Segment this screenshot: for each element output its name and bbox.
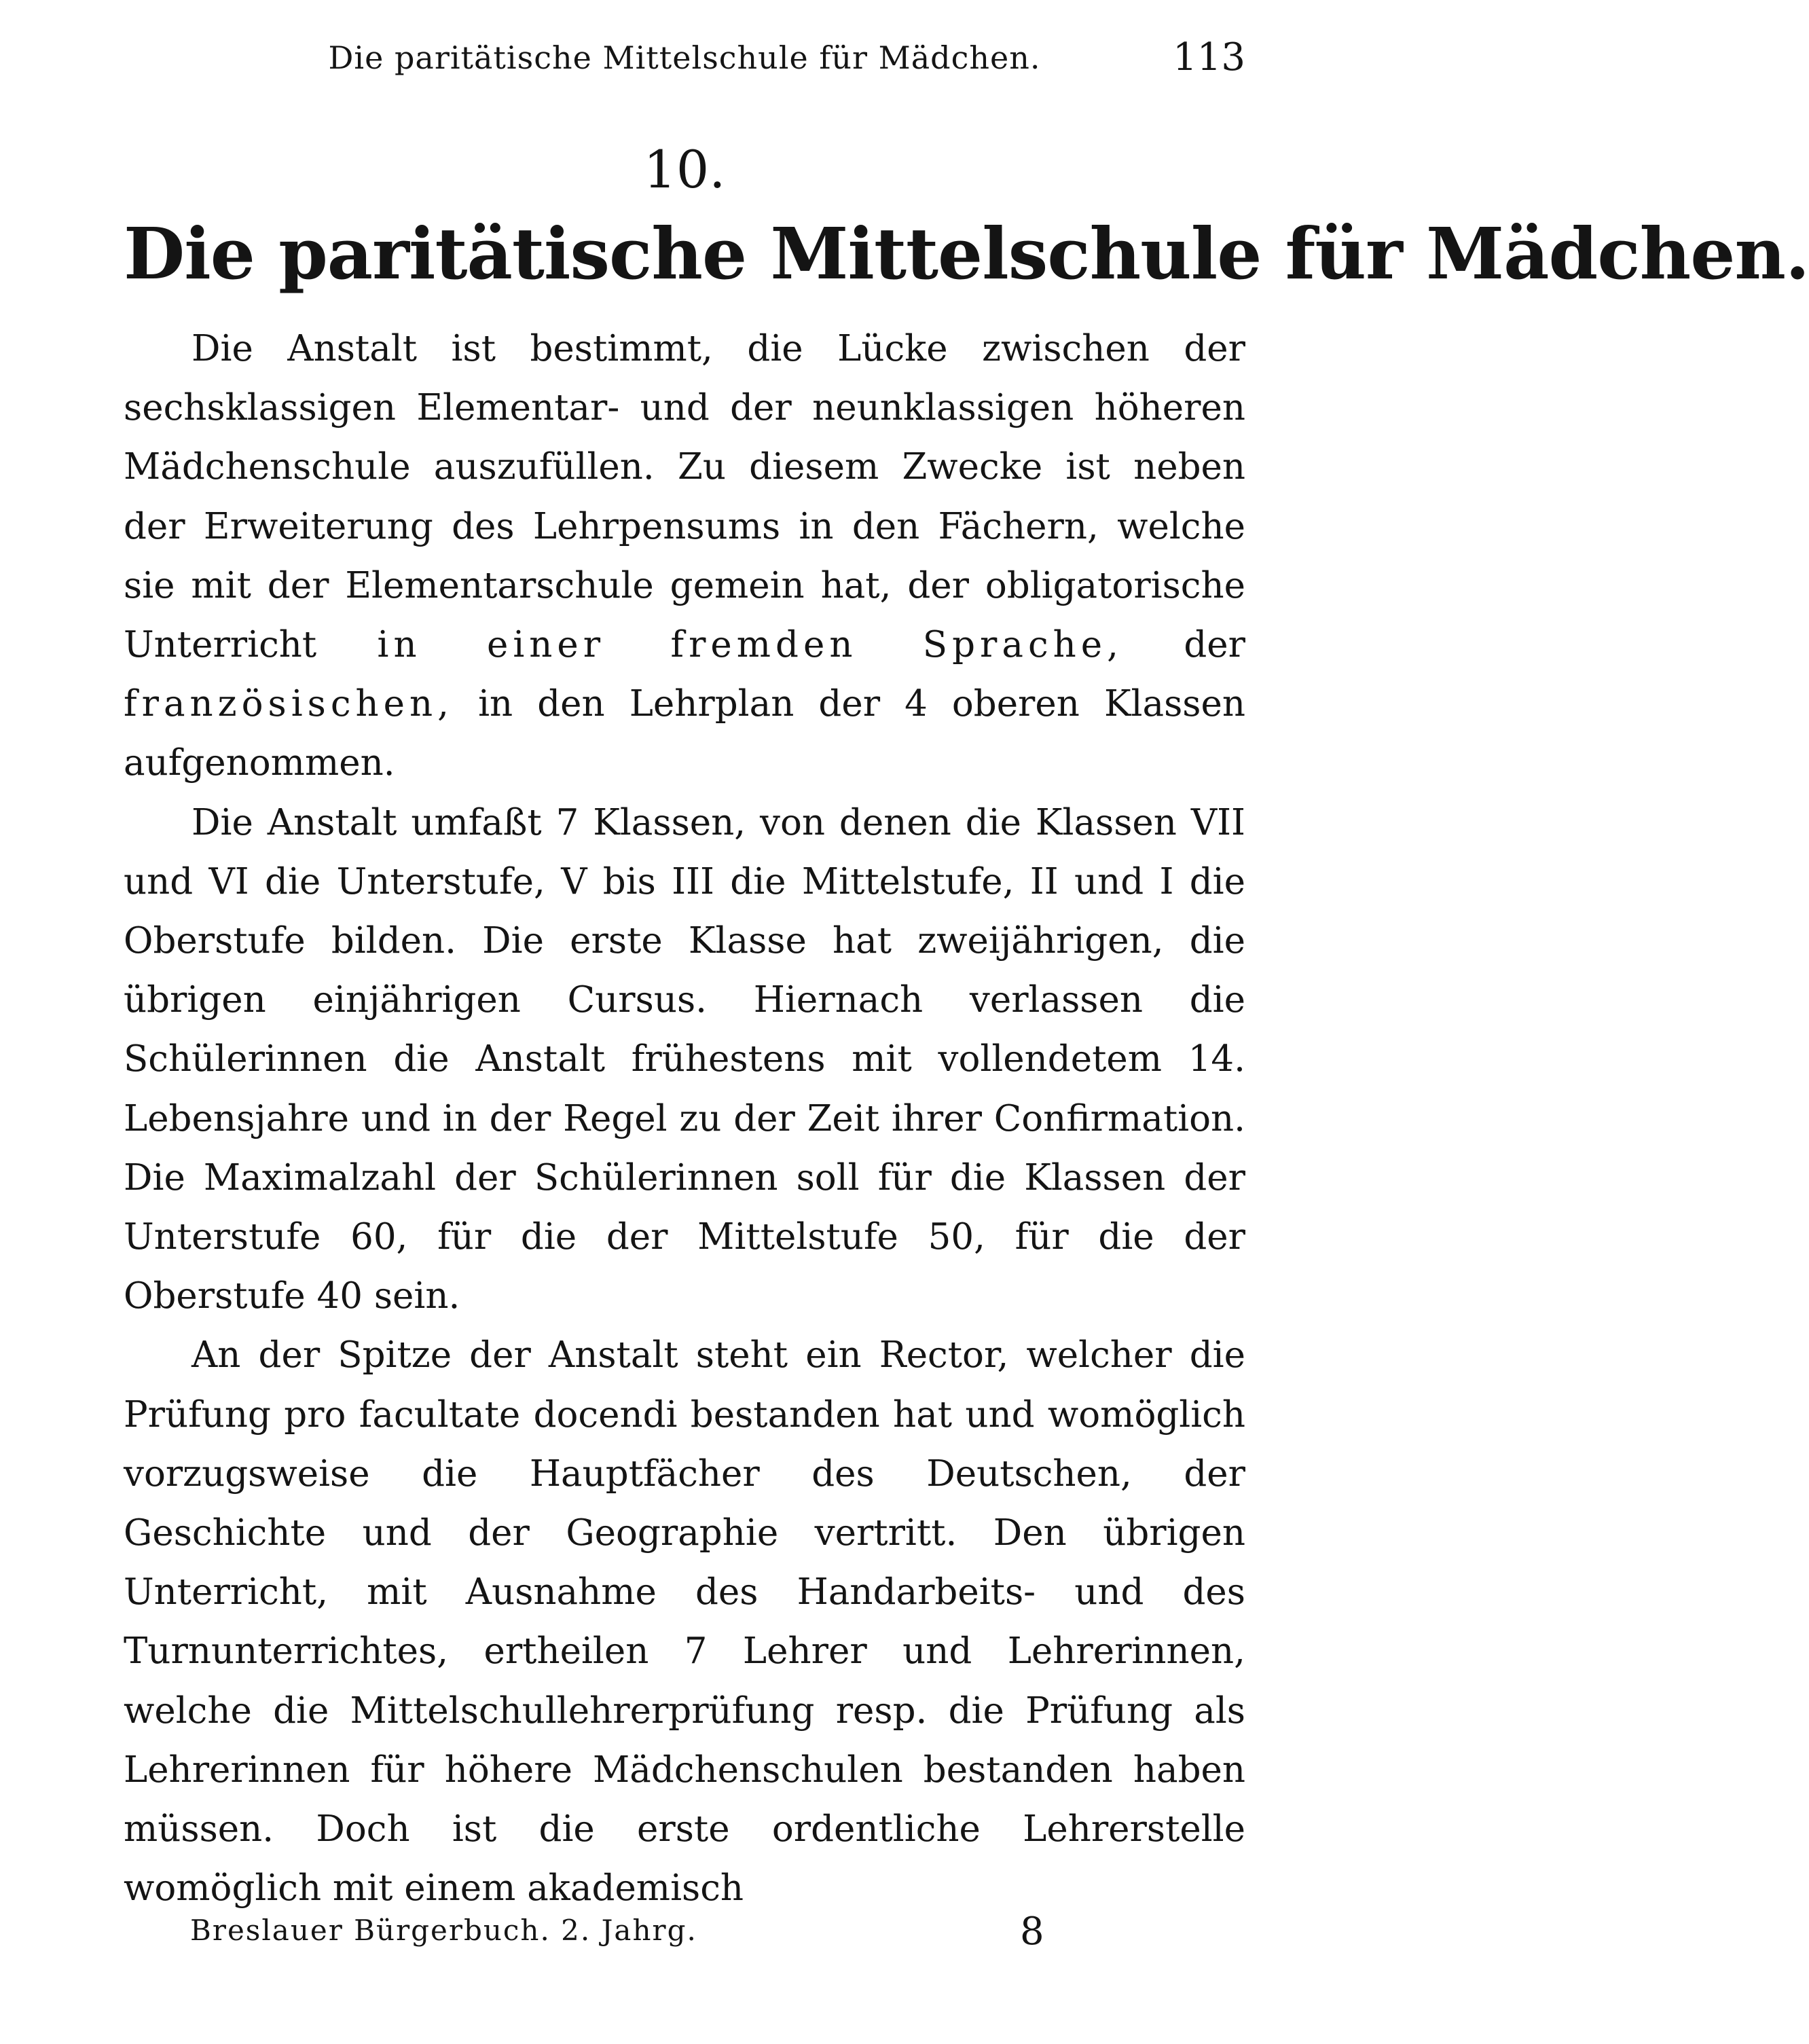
section-number: 10. (643, 139, 726, 200)
running-title: Die paritätische Mittelschule für Mädchen. (328, 39, 1041, 76)
paragraph-1 (124, 319, 1245, 793)
book-page (124, 34, 1809, 2017)
running-head (124, 34, 1245, 88)
spaced-phrase-fremde-sprache: in einer fremden Sprache, (377, 624, 1124, 666)
paragraph-1-text-c: in den Lehrplan der 4 oberen Klassen aufgenommen. (124, 683, 1245, 784)
signature-line: Breslauer Bürgerbuch. 2. Jahrg. (190, 1914, 697, 1947)
paragraph-1-text-a: Die Anstalt ist bestimmt, die Lücke zwischen der sechsklassigen Elementar- und der neunklassigen höheren Mädchenschule auszufüllen. Zu diesem Zwecke ist neben der Erweiterung des Lehrpensums in den Fächern, welche sie mit der Elementarschule gemein hat, der obligatorische Unterricht (124, 328, 1245, 666)
paragraph-1-text-b: der (1123, 624, 1245, 666)
page-footer (124, 1910, 1245, 1968)
body-text (124, 319, 1245, 1918)
spaced-phrase-franzoesischen: französischen, (124, 683, 454, 725)
chapter-title: Die paritätische Mittelschule für Mädchen. (124, 212, 1809, 295)
paragraph-2: Die Anstalt umfaßt 7 Klassen, von denen die Klassen VII und VI die Unterstufe, V bis III die Mittelstufe, II und I die Oberstufe bilden. Die erste Klasse hat zweijährigen, die übrigen einjährigen Cursus. Hiernach verlassen die Schülerinnen die Anstalt frühestens mit vollendetem 14. Lebensjahre und in der Regel zu der Zeit ihrer Confirmation. Die Maximalzahl der Schülerinnen soll für die Klassen der Unterstufe 60, für die der Mittelstufe 50, für die der Oberstufe 40 sein. (124, 801, 1245, 1317)
signature-mark: 8 (1020, 1910, 1044, 1954)
page-number: 113 (1173, 35, 1245, 79)
paragraph-3: An der Spitze der Anstalt steht ein Rector, welcher die Prüfung pro facultate docendi bestanden hat und womöglich vorzugsweise die Hauptfächer des Deutschen, der Geschichte und der Geographie vertritt. Den übrigen Unterricht, mit Ausnahme des Handarbeits- und des Turnunterrichtes, ertheilen 7 Lehrer und Lehrerinnen, welche die Mittelschullehrerprüfung resp. die Prüfung als Lehrerinnen für höhere Mädchenschulen bestanden haben müssen. Doch ist die erste ordentliche Lehrerstelle womöglich mit einem akademisch (124, 1334, 1245, 1910)
